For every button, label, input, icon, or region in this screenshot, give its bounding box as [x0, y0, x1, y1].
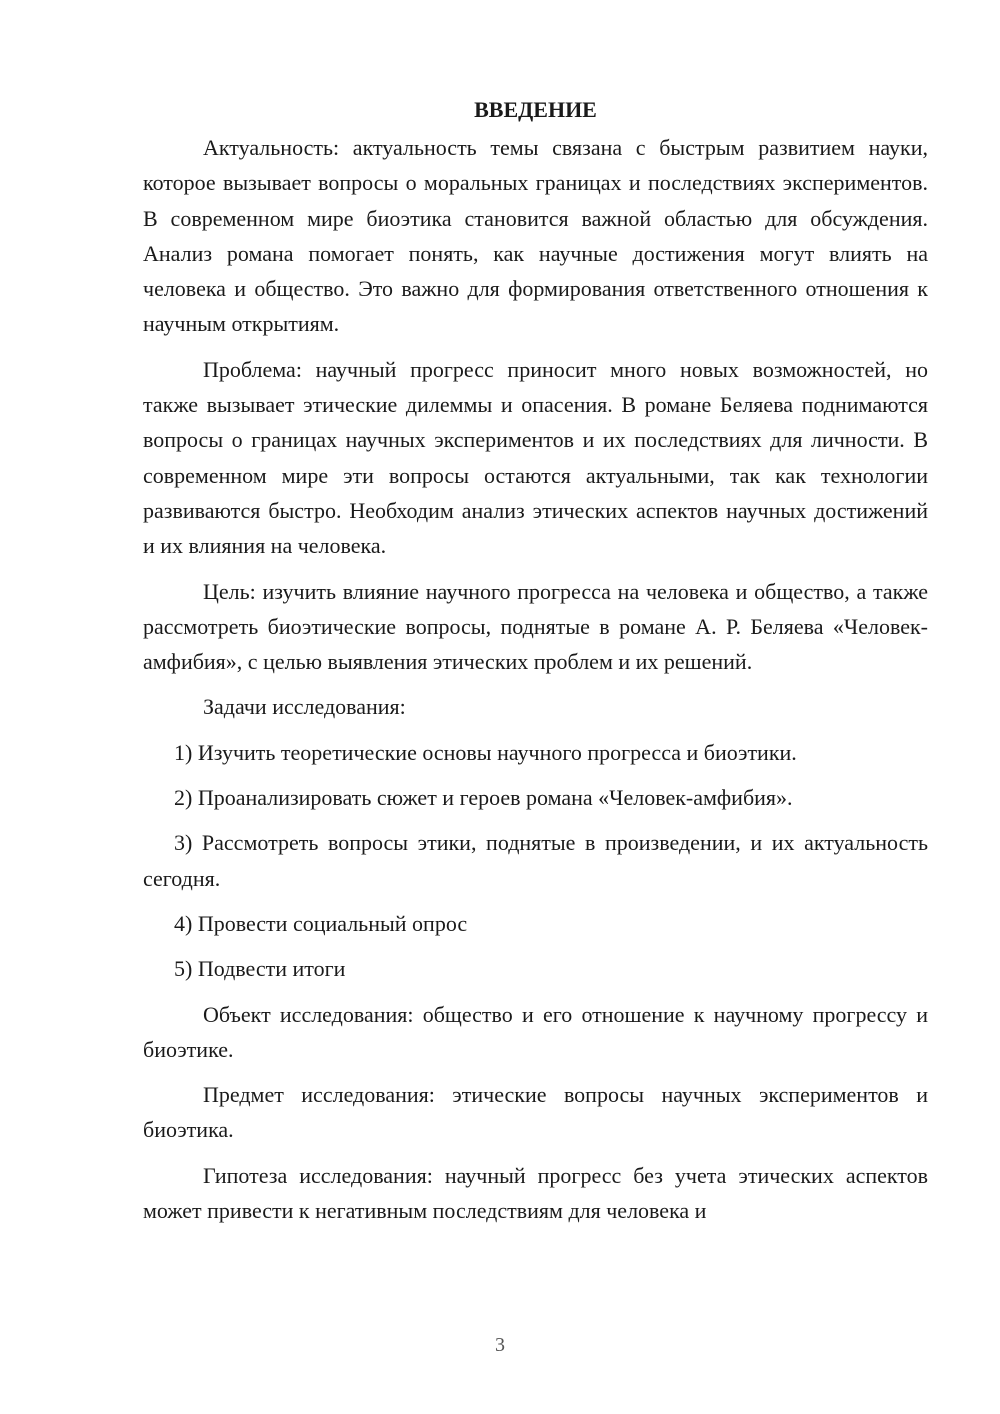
problem-paragraph: Проблема: научный прогресс приносит много новых возможностей, но также вызывает этические дилеммы и опасения. В романе Беляева поднимаются вопросы о границах научных экспериментов и их последствиях для личности. В современном мире эти вопросы остаются актуальными, так как технологии развиваются быстро. Необходим анализ этических аспектов научных достижений и их влияния на человека.: [143, 356, 928, 559]
task-item: 2) Проанализировать сюжет и героев романа «Человек-амфибия».: [174, 785, 793, 811]
tasks-heading: Задачи исследования:: [203, 694, 406, 720]
task-item: 1) Изучить теоретические основы научного прогресса и биоэтики.: [174, 739, 797, 765]
hypothesis-paragraph: Гипотеза исследования: научный прогресс без учета этических аспектов может привести к негативным последствиям для человека и: [143, 1162, 928, 1224]
tasks-list: [143, 735, 928, 987]
section-title: ВВЕДЕНИЕ: [474, 97, 597, 122]
task-item: 4) Провести социальный опрос: [174, 910, 468, 936]
goal-paragraph: Цель: изучить влияние научного прогресса на человека и общество, а также рассмотреть биоэтические вопросы, поднятые в романе А. Р. Беляева «Человек-амфибия», с целью выявления этических проблем и их решений.: [143, 578, 928, 675]
subject-paragraph: Предмет исследования: этические вопросы научных экспериментов и биоэтика.: [143, 1082, 928, 1143]
task-item: 5) Подвести итоги: [174, 956, 346, 982]
document-page: [143, 92, 928, 1228]
page-number: 3: [495, 1334, 505, 1356]
task-item: 3) Рассмотреть вопросы этики, поднятые в произведении, и их актуальность сегодня.: [143, 830, 928, 891]
object-paragraph: Объект исследования: общество и его отношение к научному прогрессу и биоэтике.: [143, 1001, 928, 1062]
relevance-paragraph: Актуальность: актуальность темы связана с быстрым развитием науки, которое вызывает вопросы о моральных границах и последствиях экспериментов. В современном мире биоэтика становится важной областью для обсуждения. Анализ романа помогает понять, как научные достижения могут влиять на человека и общество. Это важно для формирования ответственного отношения к научным открытиям.: [143, 135, 928, 337]
